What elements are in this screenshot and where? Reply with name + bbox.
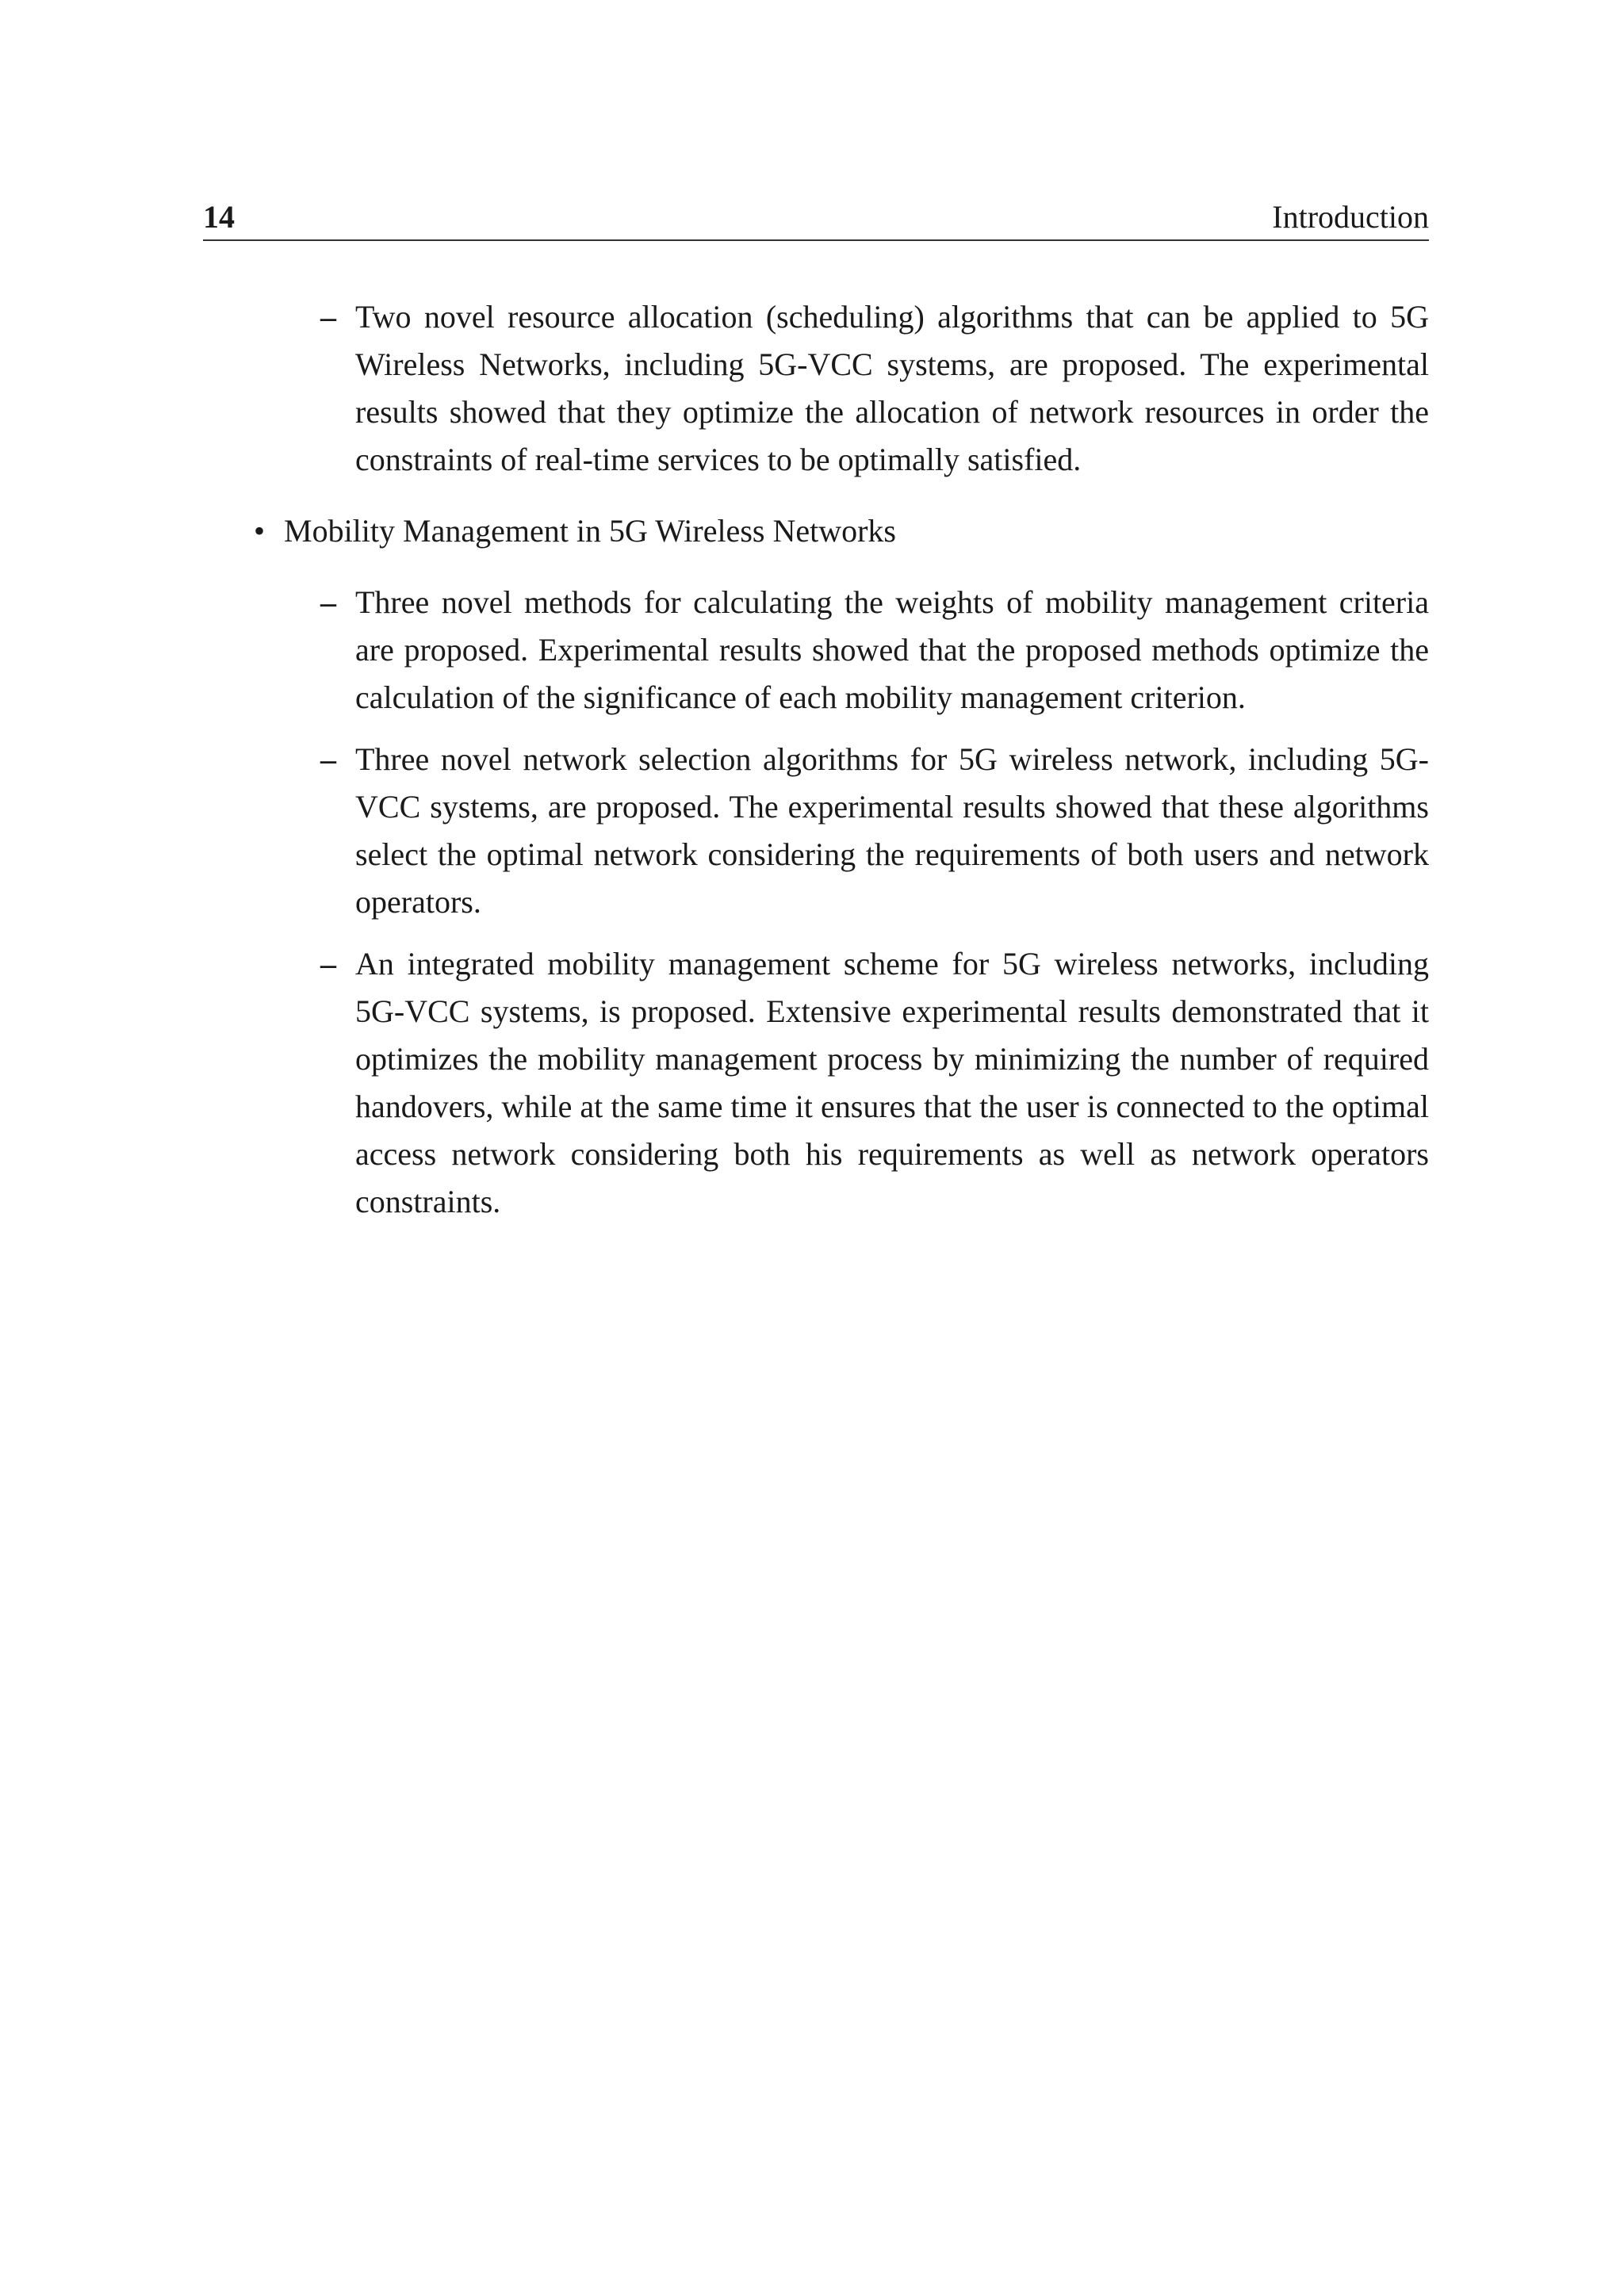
bullet-list (203, 507, 1429, 1226)
sub-item-text: Three novel network selection algorithms for 5G wireless network, including 5G-VCC systems, are proposed. The experimental results showed that these algorithms select the optimal network considering the requirements of both users and network operators. (355, 741, 1429, 920)
sub-list-item (320, 940, 1429, 1226)
dash-marker: – (320, 741, 336, 777)
sub-list (284, 579, 1429, 1226)
dash-marker: – (320, 299, 336, 335)
bullet-item (203, 507, 1429, 1226)
page-number: 14 (203, 199, 235, 235)
main-content (203, 293, 1429, 1240)
page-header (203, 195, 1429, 241)
sub-item-text: An integrated mobility management scheme for 5G wireless networks, including 5G-VCC systems, is proposed. Extensive experimental results demonstrated that it optimizes the mobility management process by minimizing the number of required handovers, while at the same time it ensures that the user is connected to the optimal access network considering both his requirements as well as network operators constraints. (355, 946, 1429, 1219)
running-head: Introduction (1272, 199, 1429, 235)
continued-sub-list (203, 293, 1429, 484)
dash-marker: – (320, 946, 336, 982)
sub-item-text: Three novel methods for calculating the weights of mobility management criteria are proposed. Experimental results showed that the proposed methods optimize the calculation of the significance of each mobility management criterion. (355, 584, 1429, 715)
bullet-label: Mobility Management in 5G Wireless Networks (284, 513, 896, 549)
sub-item-text: Two novel resource allocation (scheduling) algorithms that can be applied to 5G Wireless Networks, including 5G-VCC systems, are proposed. The experimental results showed that they optimize the allocation of network resources in order the constraints of real-time services to be optimally satisfied. (355, 299, 1429, 477)
sub-list-item (320, 579, 1429, 721)
sub-list-item (320, 736, 1429, 926)
sub-list-item (320, 293, 1429, 484)
bullet-marker: • (254, 513, 266, 549)
dash-marker: – (320, 584, 336, 620)
